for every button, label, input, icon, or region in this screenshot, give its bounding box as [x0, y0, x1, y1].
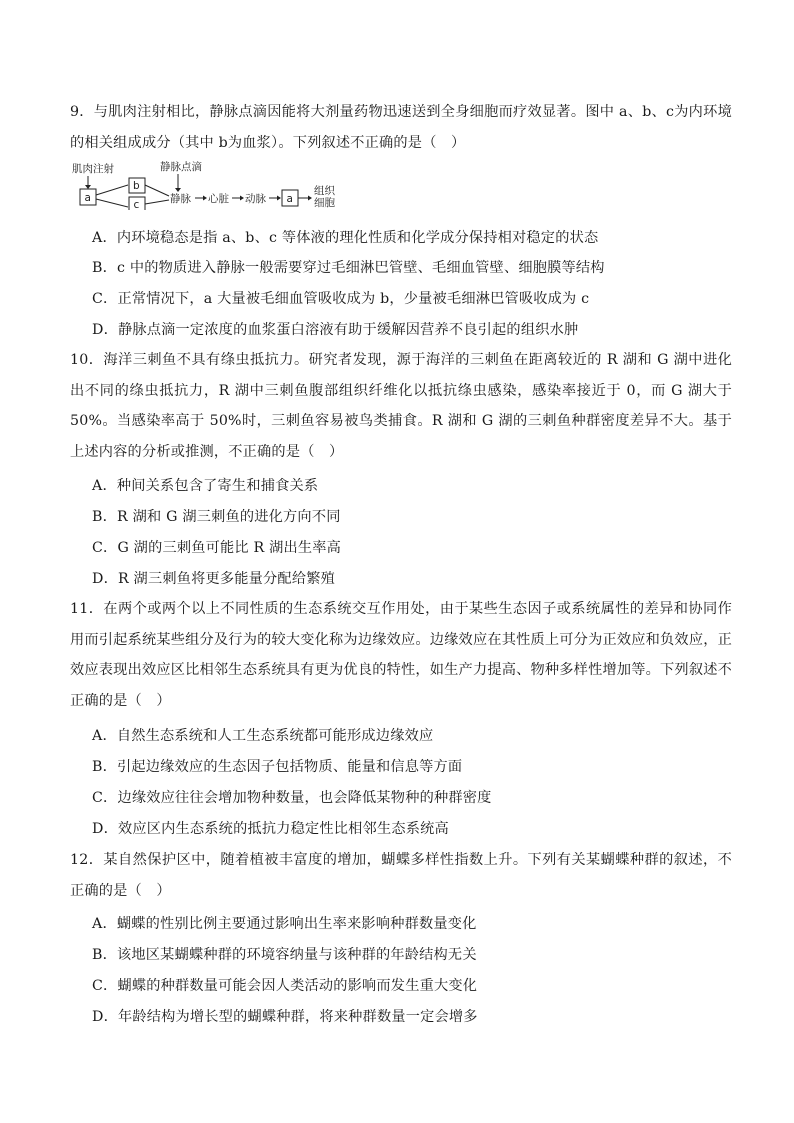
box-c-label: c	[133, 199, 140, 210]
arrowhead	[240, 196, 244, 201]
q9-option-c: C．正常情况下，a 大量被毛细血管吸收成为 b，少量被毛细淋巴管吸收成为 c	[92, 291, 590, 307]
diagram-tissue-line1: 组织	[314, 185, 335, 197]
q10-option-b: B．R 湖和 G 湖三刺鱼的进化方向不同	[92, 509, 341, 525]
box-a-label: a	[84, 192, 91, 204]
q11-option-a: A．自然生态系统和人工生态系统都可能形成边缘效应	[92, 728, 434, 744]
arrow-b-to-vein	[145, 185, 169, 196]
diagram-artery: 动脉	[245, 193, 266, 205]
question-10-stem: 10．海洋三刺鱼不具有绦虫抵抗力。研究者发现，源于海洋的三刺鱼在距离较近的 R 湖和 G 湖中进化出不同的绦虫抵抗力，R 湖中三刺鱼腹部组织纤维化以抵抗绦虫感染，感染率接近于 0，而 G 湖大于 50%。当感染率高于 50%时，三刺鱼容易被鸟类捕食。R 湖和 G 湖的三刺鱼种群密度差异不大。基于上述内容的分析或推测，不正确的是（ ）	[70, 352, 732, 460]
q12-option-c: C．蝴蝶的种群数量可能会因人类活动的影响而发生重大变化	[92, 978, 478, 994]
q9-option-a: A．内环境稳态是指 a、b、c 等体液的理化性质和化学成分保持相对稳定的状态	[92, 230, 599, 246]
arrowhead	[308, 196, 312, 201]
diagram-heart: 心脏	[208, 193, 229, 205]
q11-option-d: D．效应区内生态系统的抵抗力稳定性比相邻生态系统高	[92, 821, 449, 837]
arrowhead	[277, 196, 281, 201]
arrow-c-to-vein	[145, 200, 169, 204]
q10-option-a: A．种间关系包含了寄生和捕食关系	[92, 478, 319, 494]
q9-option-d: D．静脉点滴一定浓度的血浆蛋白溶液有助于缓解因营养不良引起的组织水肿	[92, 322, 579, 338]
question-12-stem: 12．某自然保护区中，随着植被丰富度的增加，蝴蝶多样性指数上升。下列有关某蝴蝶种群的叙述，不正确的是（ ）	[70, 852, 732, 899]
arrowhead	[85, 185, 91, 189]
question-9-diagram	[72, 160, 372, 210]
box-a2-label: a	[286, 193, 293, 205]
question-9-stem: 9．与肌肉注射相比，静脉点滴因能将大剂量药物迅速送到全身细胞而疗效显著。图中 a、b、c为内环境的相关组成成分（其中 b为血浆）。下列叙述不正确的是（ ）	[70, 104, 732, 151]
box-b-label: b	[133, 180, 140, 192]
q12-option-d: D．年龄结构为增长型的蝴蝶种群，将来种群数量一定会增多	[92, 1009, 478, 1025]
diagram-label-injection: 肌肉注射	[72, 163, 114, 175]
q10-option-d: D．R 湖三刺鱼将更多能量分配给繁殖	[92, 571, 335, 587]
q12-option-b: B．该地区某蝴蝶种群的环境容纳量与该种群的年龄结构无关	[92, 947, 477, 963]
q12-option-a: A．蝴蝶的性别比例主要通过影响出生率来影响种群数量变化	[92, 916, 477, 932]
diagram-tissue-line2: 细胞	[314, 197, 335, 209]
question-11-stem: 11．在两个或两个以上不同性质的生态系统交互作用处，由于某些生态因子或系统属性的差异和协同作用而引起系统某些组分及行为的较大变化称为边缘效应。边缘效应在其性质上可分为正效应和负效应，正效应表现出效应区比相邻生态系统具有更为优良的特性，如生产力提高、物种多样性增加等。下列叙述不正确的是（ ）	[70, 601, 732, 709]
q11-option-c: C．边缘效应往往会增加物种数量，也会降低某物种的种群密度	[92, 790, 492, 806]
q10-option-c: C．G 湖的三刺鱼可能比 R 湖出生率高	[92, 540, 342, 556]
arrow-a-to-b	[96, 185, 128, 195]
q11-option-b: B．引起边缘效应的生态因子包括物质、能量和信息等方面	[92, 759, 463, 775]
arrowhead	[175, 188, 181, 192]
q9-option-b: B．c 中的物质进入静脉一般需要穿过毛细淋巴管壁、毛细血管壁、细胞膜等结构	[92, 260, 605, 276]
arrow-a-to-c	[96, 199, 128, 207]
diagram-vein: 静脉	[170, 193, 191, 205]
diagram-label-drip: 静脉点滴	[160, 161, 202, 173]
arrowhead	[203, 196, 207, 201]
